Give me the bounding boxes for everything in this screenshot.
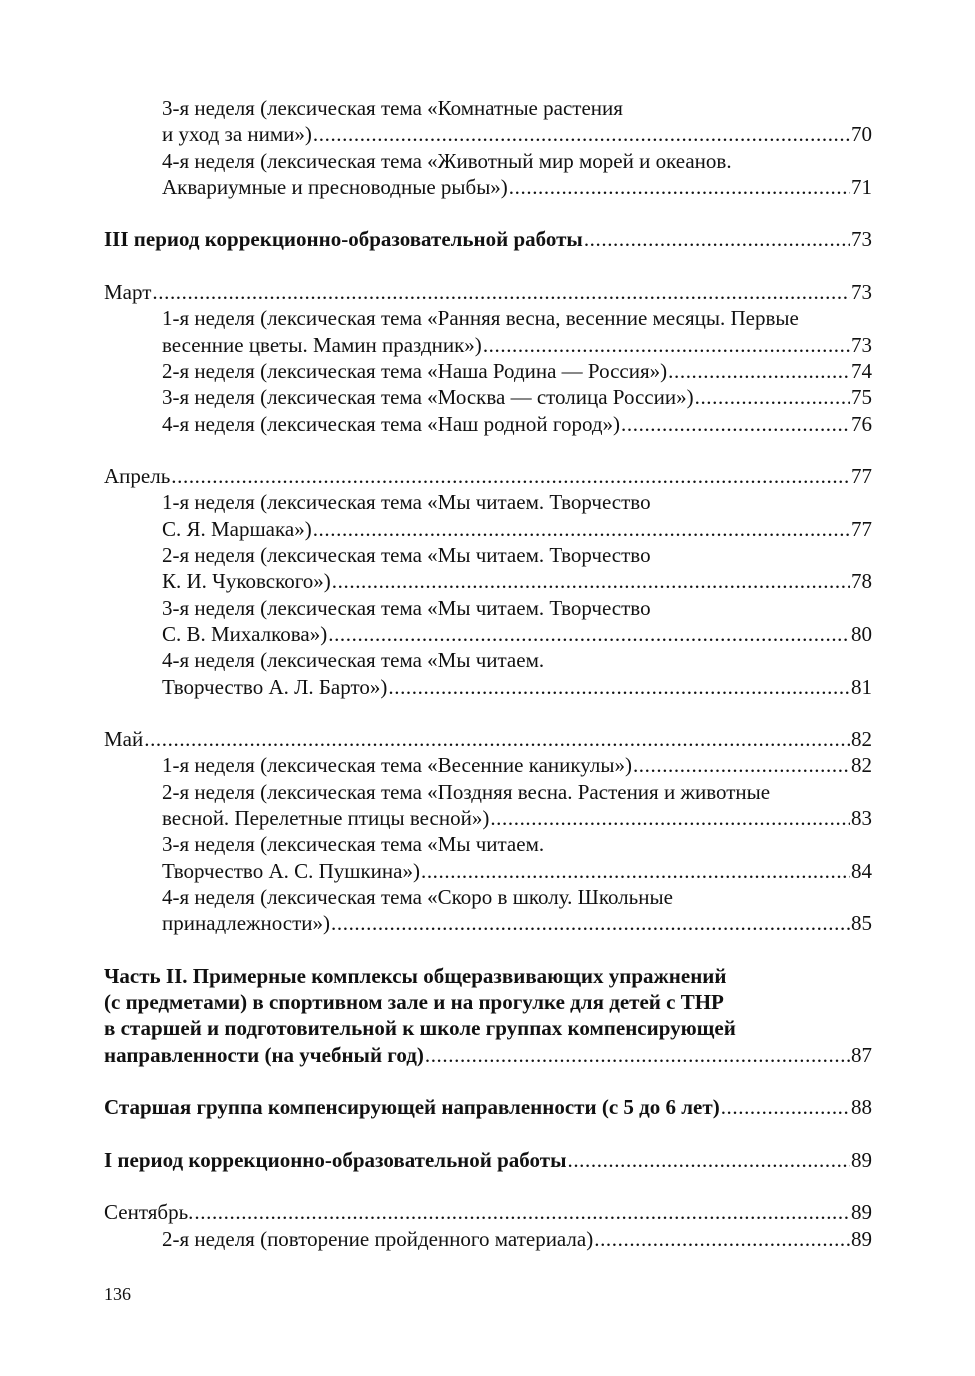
toc-spacer bbox=[104, 1121, 872, 1147]
toc-spacer bbox=[104, 253, 872, 279]
dot-leader bbox=[421, 858, 850, 884]
toc-entry-text: 4-я неделя (лексическая тема «Мы читаем. bbox=[162, 648, 545, 673]
toc-entry-text: весенние цветы. Мамин праздник») bbox=[162, 332, 482, 357]
toc-page-number: 71 bbox=[851, 174, 872, 199]
dot-leader bbox=[331, 910, 850, 936]
toc-entry-text: в старшей и подготовительной к школе группах компенсирующей bbox=[104, 1016, 736, 1041]
toc-entry-text: III период коррекционно-образовательной работы bbox=[104, 227, 583, 252]
toc-page-number: 74 bbox=[851, 358, 872, 383]
dot-leader bbox=[490, 805, 850, 831]
dot-leader bbox=[313, 516, 850, 542]
toc-entry-text: Май bbox=[104, 727, 144, 752]
dot-leader bbox=[633, 752, 850, 778]
page-number: 136 bbox=[104, 1284, 131, 1304]
toc-entry-line bbox=[104, 568, 872, 594]
dot-leader bbox=[594, 1226, 850, 1252]
toc-entry-text: 4-я неделя (лексическая тема «Животный мир морей и океанов. bbox=[162, 148, 732, 173]
toc-entry-text: 4-я неделя (лексическая тема «Скоро в школу. Школьные bbox=[162, 884, 673, 909]
toc-entry-text: 3-я неделя (лексическая тема «Мы читаем. bbox=[162, 832, 545, 857]
toc-entry-line bbox=[104, 1226, 872, 1252]
toc-spacer bbox=[104, 437, 872, 463]
toc-entry-text: 2-я неделя (лексическая тема «Мы читаем. Творчество bbox=[162, 543, 651, 568]
dot-leader bbox=[567, 1147, 850, 1173]
toc-entry-text: Март bbox=[104, 280, 152, 305]
toc-spacer bbox=[104, 1173, 872, 1199]
toc-entry-line bbox=[104, 752, 872, 778]
toc-entry-line bbox=[104, 674, 872, 700]
toc-entry-line bbox=[104, 174, 872, 200]
toc-spacer bbox=[104, 1068, 872, 1094]
toc-entry-text: К. И. Чуковского») bbox=[162, 569, 331, 594]
toc-entry-line bbox=[104, 148, 872, 174]
toc-entry-line bbox=[104, 463, 872, 489]
toc-entry-line bbox=[104, 1199, 872, 1225]
toc-page-number: 78 bbox=[851, 569, 872, 594]
toc-page-number: 77 bbox=[851, 464, 872, 489]
dot-leader bbox=[509, 174, 850, 200]
toc-spacer bbox=[104, 937, 872, 963]
toc-entry-line bbox=[104, 1042, 872, 1068]
toc-entry-line bbox=[104, 910, 872, 936]
dot-leader bbox=[584, 226, 850, 252]
toc-entry-text: С. В. Михалкова») bbox=[162, 621, 328, 646]
toc-entry-line bbox=[104, 384, 872, 410]
dot-leader bbox=[388, 674, 850, 700]
toc-spacer bbox=[104, 700, 872, 726]
dot-leader bbox=[721, 1094, 850, 1120]
toc-page-number: 80 bbox=[851, 621, 872, 646]
dot-leader bbox=[144, 726, 850, 752]
toc-entry-line bbox=[104, 858, 872, 884]
toc-page-number: 83 bbox=[851, 806, 872, 831]
toc-page-number: 73 bbox=[851, 227, 872, 252]
toc-entry-line bbox=[104, 542, 872, 568]
toc-entry-line bbox=[104, 279, 872, 305]
toc-page-number: 70 bbox=[851, 122, 872, 147]
dot-leader bbox=[194, 1199, 850, 1225]
toc-entry-line bbox=[104, 831, 872, 857]
toc-entry-text: и уход за ними») bbox=[162, 122, 312, 147]
toc-entry-text: Творчество А. Л. Барто») bbox=[162, 674, 388, 699]
toc-entry-text: 2-я неделя (лексическая тема «Наша Родина — Россия») bbox=[162, 358, 668, 383]
dot-leader bbox=[425, 1042, 850, 1068]
toc-entry-text: 1-я неделя (лексическая тема «Мы читаем. Творчество bbox=[162, 490, 651, 515]
toc-entry-text: 2-я неделя (лексическая тема «Поздняя весна. Растения и животные bbox=[162, 779, 771, 804]
toc-page-number: 85 bbox=[851, 911, 872, 936]
table-of-contents bbox=[104, 95, 872, 1252]
toc-entry-text: Творчество А. С. Пушкина») bbox=[162, 858, 420, 883]
toc-entry-text: 3-я неделя (лексическая тема «Мы читаем. Творчество bbox=[162, 595, 651, 620]
toc-entry-line bbox=[104, 1015, 872, 1041]
toc-entry-line bbox=[104, 226, 872, 252]
toc-page-number: 73 bbox=[851, 332, 872, 357]
toc-entry-text: 4-я неделя (лексическая тема «Наш родной город») bbox=[162, 411, 621, 436]
toc-entry-line bbox=[104, 411, 872, 437]
toc-page-number: 84 bbox=[851, 858, 872, 883]
toc-entry-line bbox=[104, 358, 872, 384]
toc-entry-line bbox=[104, 1094, 872, 1120]
toc-page-number: 81 bbox=[851, 674, 872, 699]
toc-entry-text: Апрель bbox=[104, 464, 171, 489]
toc-page-number: 89 bbox=[851, 1147, 872, 1172]
toc-entry-line bbox=[104, 805, 872, 831]
toc-entry-text: 3-я неделя (лексическая тема «Москва — столица России») bbox=[162, 385, 694, 410]
toc-entry-line bbox=[104, 989, 872, 1015]
dot-leader bbox=[332, 568, 850, 594]
dot-leader bbox=[483, 332, 850, 358]
toc-entry-line bbox=[104, 305, 872, 331]
toc-entry-line bbox=[104, 884, 872, 910]
toc-entry-text: Старшая группа компенсирующей направленности (с 5 до 6 лет) bbox=[104, 1095, 720, 1120]
toc-page-number: 82 bbox=[851, 727, 872, 752]
toc-page-number: 89 bbox=[851, 1226, 872, 1251]
toc-page-number: 82 bbox=[851, 753, 872, 778]
toc-entry-line bbox=[104, 963, 872, 989]
toc-entry-line bbox=[104, 516, 872, 542]
toc-entry-line bbox=[104, 95, 872, 121]
dot-leader bbox=[621, 411, 850, 437]
toc-entry-text: принадлежности») bbox=[162, 911, 331, 936]
dot-leader bbox=[313, 121, 850, 147]
toc-page-number: 76 bbox=[851, 411, 872, 436]
toc-entry-line bbox=[104, 595, 872, 621]
toc-entry-text: Сентябрь. bbox=[104, 1200, 194, 1225]
toc-entry-text: 1-я неделя (лексическая тема «Ранняя весна, весенние месяцы. Первые bbox=[162, 306, 799, 331]
toc-entry-line bbox=[104, 121, 872, 147]
toc-entry-text: Часть II. Примерные комплексы общеразвивающих упражнений bbox=[104, 963, 727, 988]
toc-page-number: 87 bbox=[851, 1042, 872, 1067]
toc-entry-line bbox=[104, 1147, 872, 1173]
toc-page-number: 75 bbox=[851, 385, 872, 410]
toc-entry-line bbox=[104, 332, 872, 358]
toc-entry-text: направленности (на учебный год) bbox=[104, 1042, 424, 1067]
toc-entry-text: С. Я. Маршака») bbox=[162, 516, 312, 541]
toc-entry-text: 3-я неделя (лексическая тема «Комнатные растения bbox=[162, 96, 623, 120]
toc-page-number: 89 bbox=[851, 1200, 872, 1225]
toc-spacer bbox=[104, 200, 872, 226]
toc-page-number: 77 bbox=[851, 516, 872, 541]
toc-page-number: 73 bbox=[851, 280, 872, 305]
toc-entry-text: (с предметами) в спортивном зале и на прогулке для детей с ТНР bbox=[104, 990, 724, 1015]
toc-entry-text: Аквариумные и пресноводные рыбы») bbox=[162, 174, 508, 199]
toc-entry-line bbox=[104, 489, 872, 515]
toc-entry-line bbox=[104, 621, 872, 647]
dot-leader bbox=[668, 358, 850, 384]
dot-leader bbox=[695, 384, 850, 410]
toc-entry-text: I период коррекционно-образовательной работы bbox=[104, 1147, 567, 1172]
dot-leader bbox=[328, 621, 850, 647]
toc-entry-text: 1-я неделя (лексическая тема «Весенние каникулы») bbox=[162, 753, 632, 778]
dot-leader bbox=[171, 463, 850, 489]
toc-entry-text: весной. Перелетные птицы весной») bbox=[162, 806, 490, 831]
toc-entry-line bbox=[104, 647, 872, 673]
toc-entry-text: 2-я неделя (повторение пройденного материала) bbox=[162, 1226, 594, 1251]
dot-leader bbox=[152, 279, 850, 305]
toc-page-number: 88 bbox=[851, 1095, 872, 1120]
toc-entry-line bbox=[104, 726, 872, 752]
toc-entry-line bbox=[104, 779, 872, 805]
